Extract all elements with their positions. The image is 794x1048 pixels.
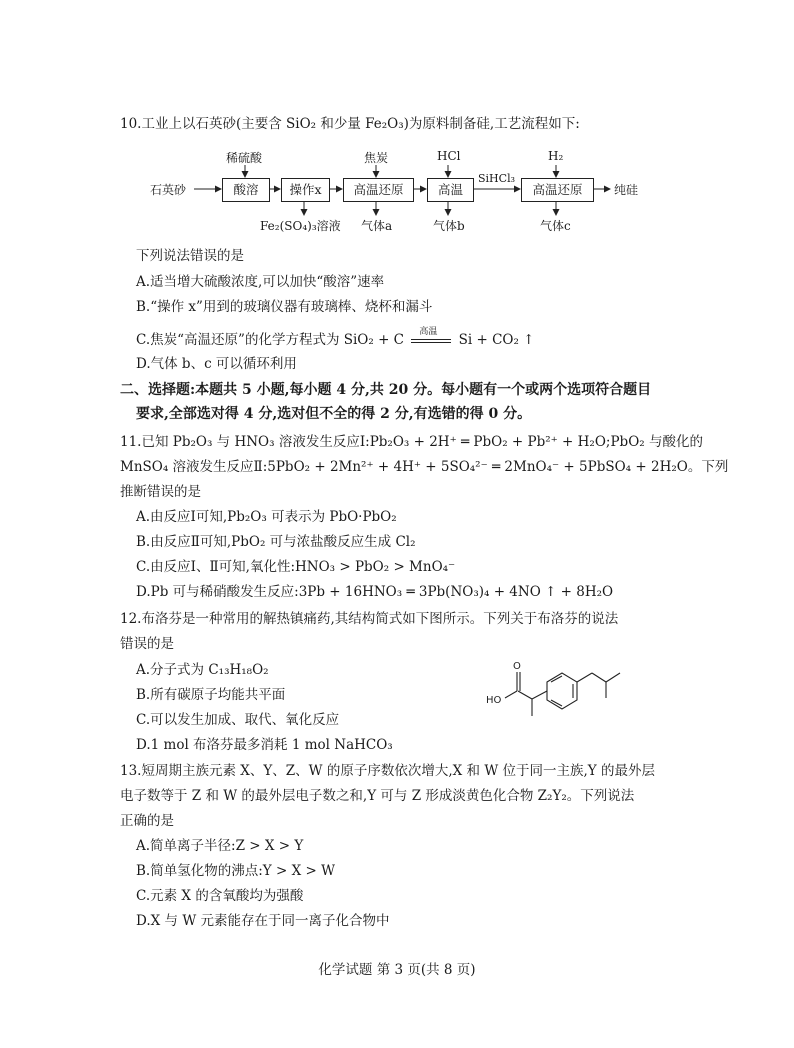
q12-stem-line1: 12.布洛芬是一种常用的解热镇痛药,其结构简式如下图所示。下列关于布洛芬的说法 bbox=[120, 611, 619, 627]
q10-option-a: A.适当增大硫酸浓度,可以加快“酸溶”速率 bbox=[136, 274, 385, 290]
flow-end: 纯硅 bbox=[614, 183, 639, 197]
flow-start: 石英砂 bbox=[150, 183, 187, 197]
q10-option-c bbox=[136, 326, 535, 350]
q13-option-d: D.X 与 W 元素能存在于同一离子化合物中 bbox=[136, 913, 390, 929]
reaction-condition-label: 高温 bbox=[419, 326, 438, 337]
q10-stem: 10.工业上以石英砂(主要含 SiO₂ 和少量 Fe₂O₃)为原料制备硅,工艺流程如下: bbox=[120, 116, 580, 132]
q10-option-c-rhs: Si + CO₂ ↑ bbox=[458, 332, 535, 348]
q11-stem-line1: 11.已知 Pb₂O₃ 与 HNO₃ 溶液发生反应Ⅰ:Pb₂O₃ + 2H⁺ ═ PbO₂ + Pb²⁺ + H₂O;PbO₂ 与酸化的 bbox=[120, 434, 703, 450]
section2-heading-line1: 二、选择题:本题共 5 小题,每小题 4 分,共 20 分。每小题有一个或两个选项符合题目 bbox=[120, 382, 652, 398]
q13-stem-line3: 正确的是 bbox=[120, 813, 174, 829]
flow-input-sulfuric-acid: 稀硫酸 bbox=[226, 151, 263, 165]
q11-option-d: D.Pb 可与稀硝酸发生反应:3Pb + 16HNO₃ ═ 3Pb(NO₃)₄ + 4NO ↑ + 8H₂O bbox=[136, 584, 614, 600]
q12-stem-line2: 错误的是 bbox=[120, 636, 174, 652]
q11-option-a: A.由反应Ⅰ可知,Pb₂O₃ 可表示为 PbO·PbO₂ bbox=[136, 509, 397, 525]
page-footer: 化学试题 第 3 页(共 8 页) bbox=[318, 962, 476, 978]
q12-option-a: A.分子式为 C₁₃H₁₈O₂ bbox=[136, 662, 269, 678]
flow-input-coke: 焦炭 bbox=[364, 151, 389, 165]
flow-intermediate-sihcl3: SiHCl₃ bbox=[478, 172, 515, 185]
q10-option-b: B.“操作 x”用到的玻璃仪器有玻璃棒、烧杯和漏斗 bbox=[136, 299, 433, 315]
molecule-o-label: O bbox=[513, 661, 521, 672]
q10-prompt: 下列说法错误的是 bbox=[136, 248, 244, 264]
q12-option-b: B.所有碳原子均能共平面 bbox=[136, 687, 286, 703]
flow-output-gas-a: 气体a bbox=[361, 219, 393, 233]
flow-output-gas-b: 气体b bbox=[433, 219, 465, 233]
q11-option-c: C.由反应Ⅰ、Ⅱ可知,氧化性:HNO₃ > PbO₂ > MnO₄⁻ bbox=[136, 559, 456, 575]
flow-box-high-temp-reduction-1: 高温还原 bbox=[343, 178, 414, 202]
q11-stem-line3: 推断错误的是 bbox=[120, 484, 201, 500]
q13-option-c: C.元素 X 的含氧酸均为强酸 bbox=[136, 888, 304, 904]
reaction-condition-arrow bbox=[411, 326, 451, 349]
process-flow-diagram bbox=[150, 145, 710, 235]
q12-option-d: D.1 mol 布洛芬最多消耗 1 mol NaHCO₃ bbox=[136, 737, 393, 753]
section2-heading-line2: 要求,全部选对得 4 分,选对但不全的得 2 分,有选错的得 0 分。 bbox=[136, 406, 532, 422]
ibuprofen-structure bbox=[482, 656, 662, 746]
flow-box-high-temp: 高温 bbox=[427, 178, 474, 202]
q12-option-c: C.可以发生加成、取代、氧化反应 bbox=[136, 712, 340, 728]
flow-output-fe-sulfate: Fe₂(SO₄)₃溶液 bbox=[260, 219, 341, 233]
flow-output-gas-c: 气体c bbox=[540, 219, 571, 233]
flow-box-high-temp-reduction-2: 高温还原 bbox=[521, 178, 594, 202]
q13-stem-line2: 电子数等于 Z 和 W 的最外层电子数之和,Y 可与 Z 形成淡黄色化合物 Z₂Y₂。下列说法 bbox=[120, 788, 635, 804]
q10-option-d: D.气体 b、c 可以循环利用 bbox=[136, 356, 297, 372]
flow-input-h2: H₂ bbox=[548, 149, 564, 163]
flow-input-hcl: HCl bbox=[437, 149, 461, 163]
q11-stem-line2: MnSO₄ 溶液发生反应Ⅱ:5PbO₂ + 2Mn²⁺ + 4H⁺ + 5SO₄²⁻ ═ 2MnO₄⁻ + 5PbSO₄ + 2H₂O。下列 bbox=[120, 459, 729, 475]
molecule-ho-label: HO bbox=[486, 695, 502, 706]
flow-box-operation-x: 操作x bbox=[281, 178, 330, 202]
q13-option-b: B.简单氢化物的沸点:Y > X > W bbox=[136, 863, 335, 879]
q13-option-a: A.简单离子半径:Z > X > Y bbox=[136, 838, 304, 854]
q10-option-c-lhs: C.焦炭“高温还原”的化学方程式为 SiO₂ + C bbox=[136, 332, 405, 348]
flow-box-acid-dissolve: 酸溶 bbox=[222, 178, 270, 202]
q11-option-b: B.由反应Ⅱ可知,PbO₂ 可与浓盐酸反应生成 Cl₂ bbox=[136, 534, 416, 550]
q13-stem-line1: 13.短周期主族元素 X、Y、Z、W 的原子序数依次增大,X 和 W 位于同一主族,Y 的最外层 bbox=[120, 763, 655, 779]
